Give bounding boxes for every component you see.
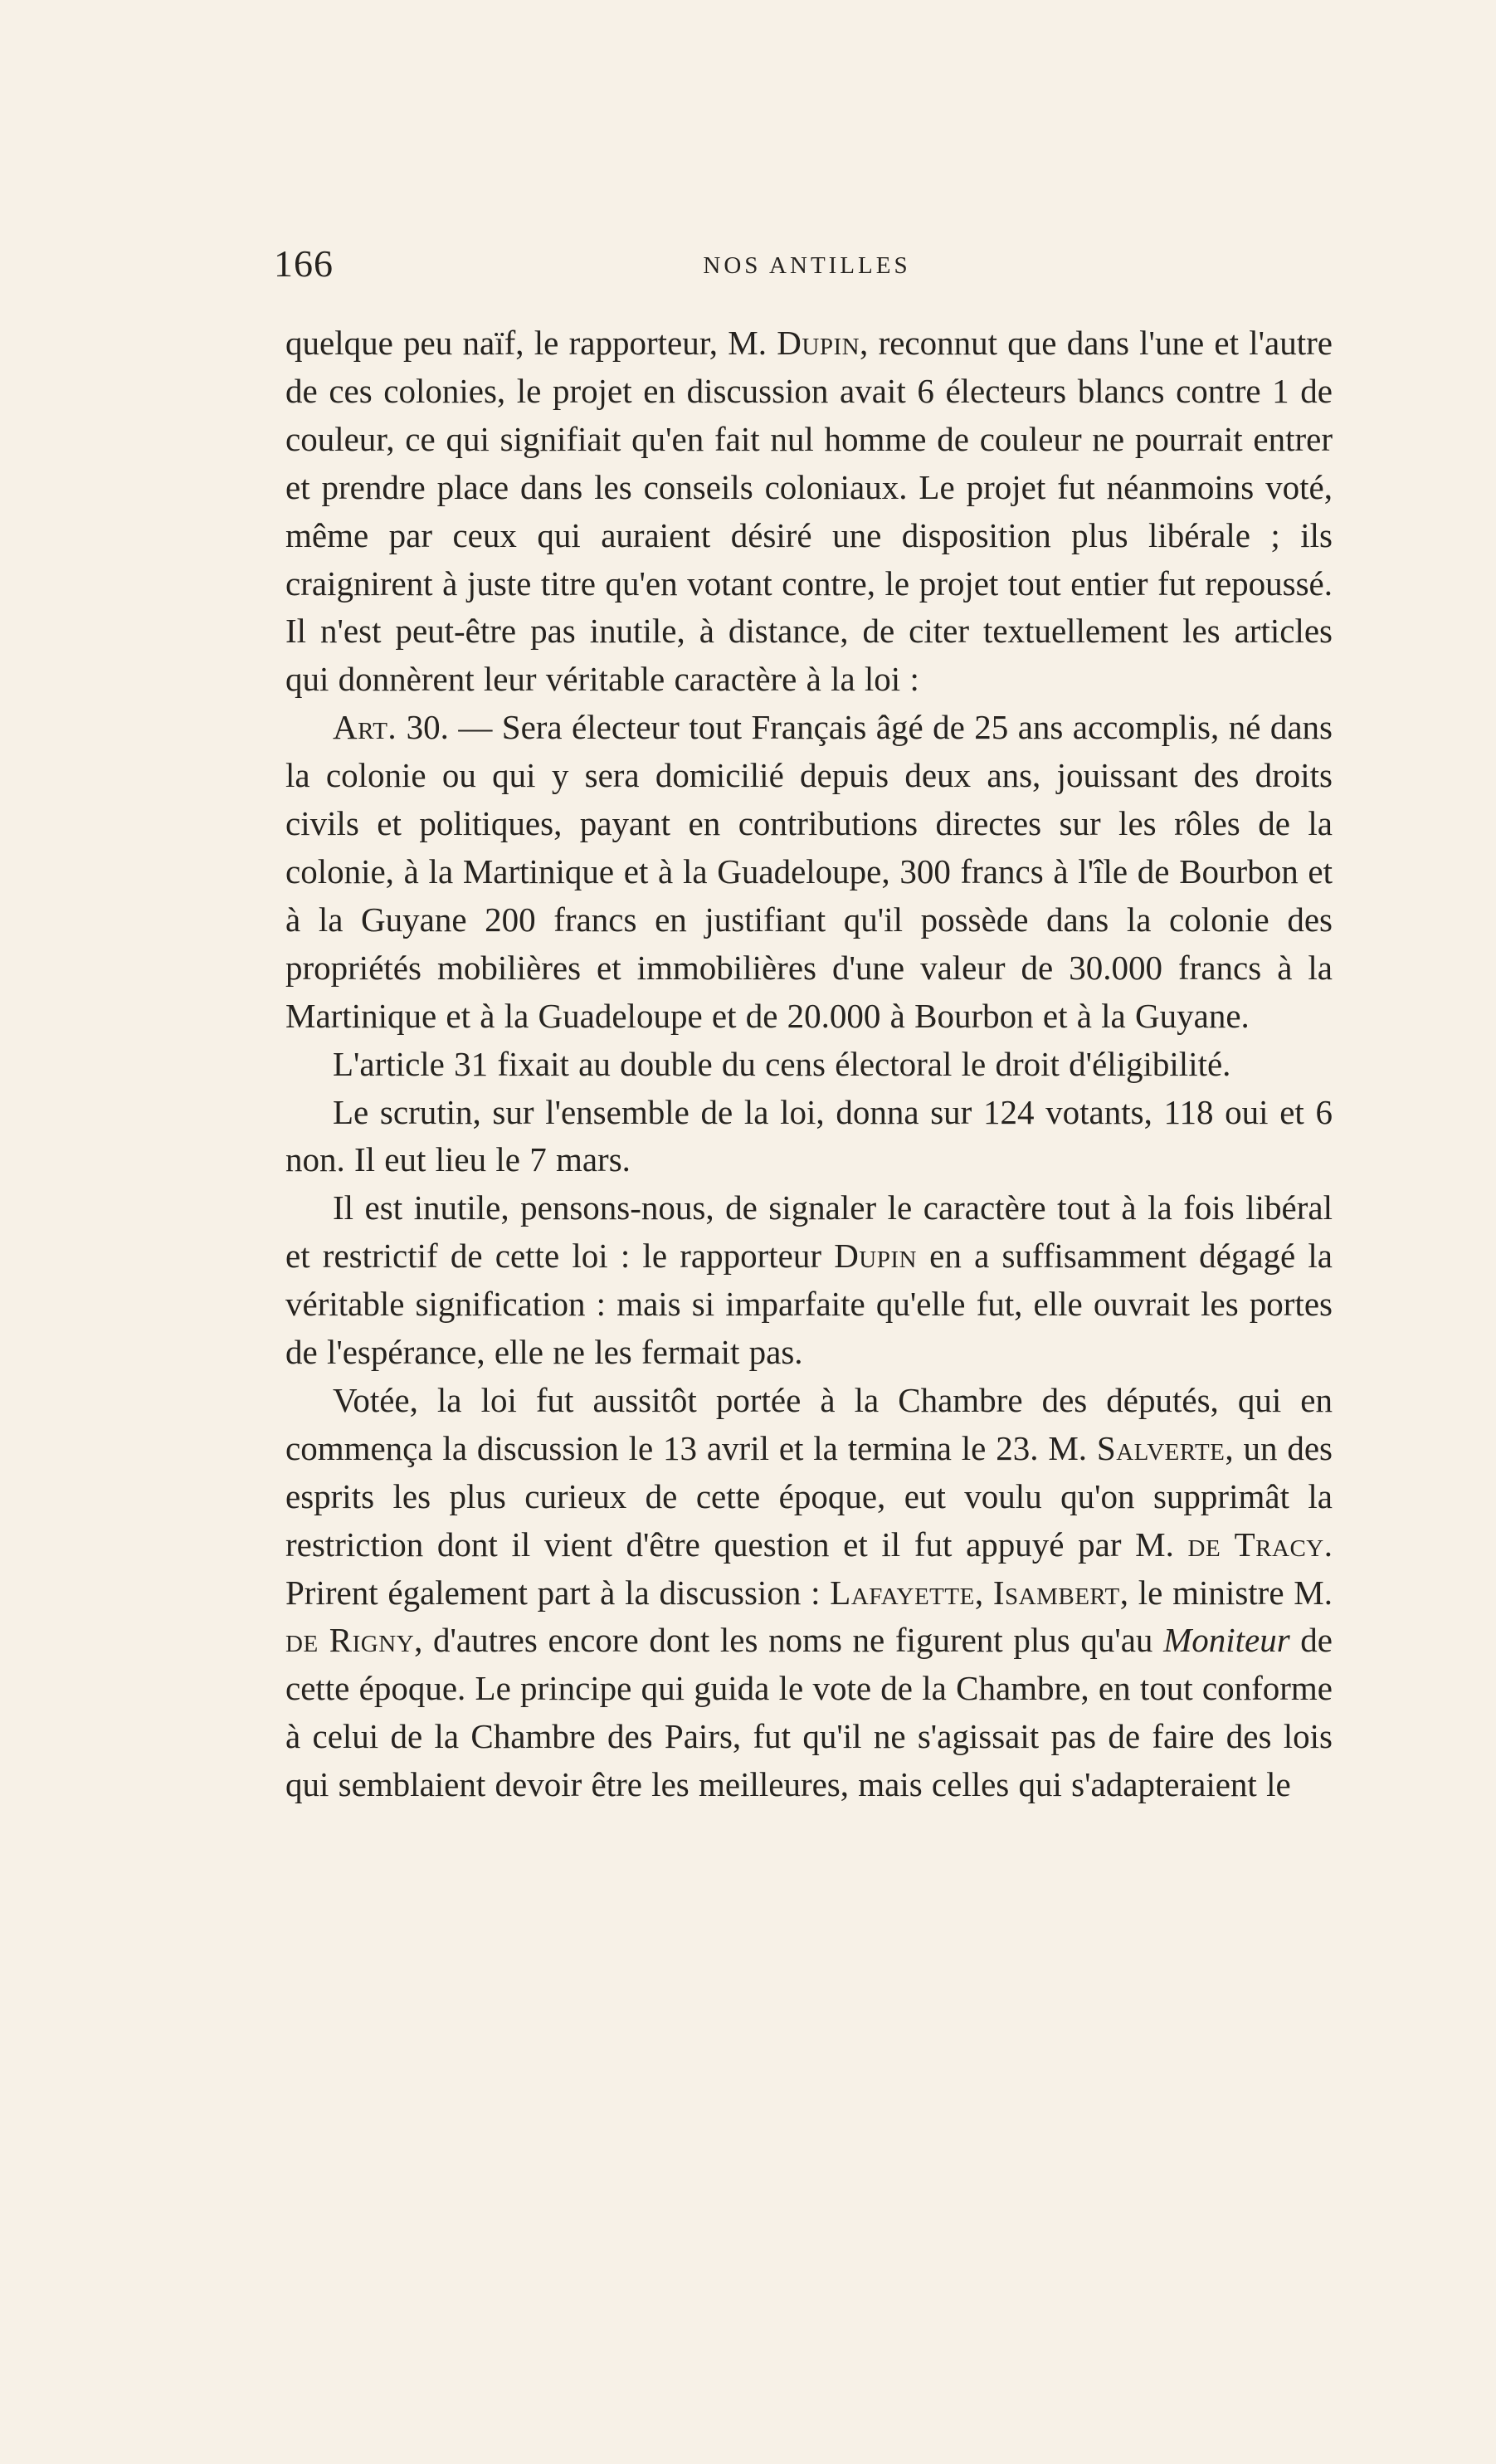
text-run: . Prirent également part à la discussion :: [285, 1525, 1333, 1612]
paragraph-2: [285, 704, 1333, 1040]
person-name: Dupin: [834, 1237, 917, 1276]
paragraph-3: L'article 31 fixait au double du cens électoral le droit d'éligibilité.: [333, 1044, 1231, 1083]
text-run: en a suffisamment dégagé la véritable signification : mais si imparfaite qu'elle fut, elle ouvrait les portes de l'espérance, elle ne les fermait pas.: [285, 1237, 1333, 1372]
text-run: Votée, la loi fut aussitôt portée à la Chambre des députés, qui en commença la discussion le 13 avril et la termina le 23. M.: [285, 1380, 1333, 1467]
running-title: NOS ANTILLES: [703, 252, 911, 279]
person-name: Salverte: [1096, 1428, 1226, 1467]
person-name: Isambert: [992, 1573, 1120, 1612]
person-name: de Tracy: [1187, 1525, 1324, 1564]
paragraph-1: [285, 320, 1333, 704]
page-header: [274, 239, 1340, 289]
page-number: 166: [274, 242, 334, 285]
text-run: , le ministre M.: [1119, 1573, 1333, 1612]
journal-title: Moniteur: [1163, 1621, 1290, 1660]
body-text: [285, 320, 1333, 1809]
paragraph-4: Le scrutin, sur l'ensemble de la loi, donna sur 124 votants, 118 oui et 6 non. Il eut lieu le 7 mars.: [285, 1092, 1333, 1179]
text-run: Il est inutile, pensons-nous, de signaler le caractère tout à la fois libéral et restrictif de cette loi : le rapporteur: [285, 1188, 1333, 1276]
text-run: quelque peu naïf, le rapporteur, M.: [285, 324, 777, 362]
text-run: 30. — Sera électeur tout Français âgé de 25 ans accomplis, né dans la colonie ou qui y sera domicilié depuis deux ans, jouissant des droits civils et politiques, payant en contributions directes sur les rôles de la colonie, à la Martinique et à la Guadeloupe, 300 francs à l'île de Bourbon et à la Guyane 200 francs en justifiant qu'il possède dans la colonie des propriétés mobilières et immobilières d'une valeur de 30.000 francs à la Martinique et à la Guadeloupe et de 20.000 à Bourbon et à la Guyane.: [285, 708, 1333, 1035]
article-label: Art.: [333, 708, 397, 747]
text-run: de cette époque. Le principe qui guida le vote de la Chambre, en tout conforme à celui de la Chambre des Pairs, fut qu'il ne s'agissait pas de faire des lois qui semblaient devoir être les meilleures, mais celles qui s'adapteraient le: [285, 1621, 1333, 1804]
person-name: Dupin: [777, 324, 860, 362]
text-run: , d'autres encore dont les noms ne figurent plus qu'au: [414, 1621, 1164, 1660]
person-name: de Rigny: [285, 1621, 415, 1660]
paragraph-5: [285, 1184, 1333, 1377]
text-run: ,: [974, 1573, 993, 1612]
text-run: , un des esprits les plus curieux de cette époque, eut voulu qu'on supprimât la restriction dont il vient d'être question et il fut appuyé par M.: [285, 1428, 1333, 1564]
paragraph-6: [285, 1377, 1333, 1809]
text-run: , reconnut que dans l'une et l'autre de ces colonies, le projet en discussion avait 6 électeurs blancs contre 1 de couleur, ce qui signifiait qu'en fait nul homme de couleur ne pourrait entrer et prendre place dans les conseils coloniaux. Le projet fut néanmoins voté, même par ceux qui auraient désiré une disposition plus libérale ; ils craignirent à juste titre qu'en votant contre, le projet tout entier fut repoussé. Il n'est peut-être pas inutile, à distance, de citer textuellement les articles qui donnèrent leur véritable caractère à la loi :: [285, 324, 1333, 699]
person-name: Lafayette: [830, 1573, 975, 1612]
